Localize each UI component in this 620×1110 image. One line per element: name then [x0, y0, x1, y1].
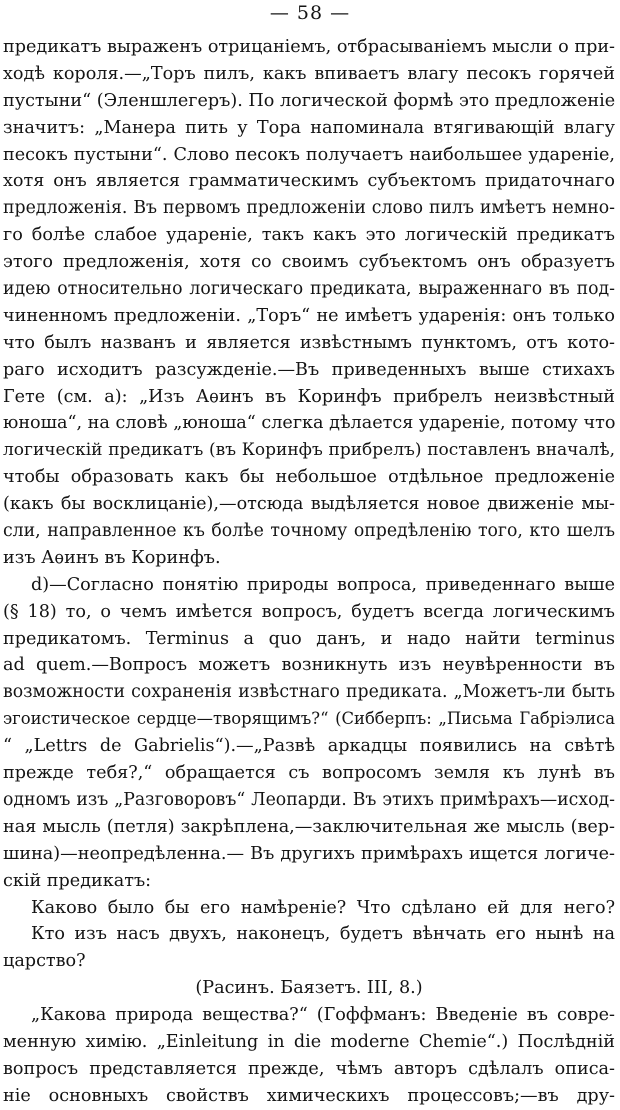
text-line: Гете (см. а): „Изъ Аѳинъ въ Коринфъ прибрелъ неизвѣстный [3, 386, 615, 407]
text-line: раго исходитъ разсужденіе.—Въ приведенныхъ выше стихахъ [3, 359, 615, 380]
text-line: песокъ пустыни“. Слово песокъ получаетъ наибольшее удареніе, [3, 144, 615, 165]
text-line: хотя онъ является грамматическимъ субъектомъ придаточнаго [3, 171, 615, 192]
text-line: ная мысль (петля) закрѣплена,—заключительная же мысль (вер- [3, 816, 615, 837]
text-line: изъ Аѳинъ въ Коринфъ. [3, 547, 221, 568]
text-line: логическій предикатъ (въ Коринфъ прибрелъ) поставленъ вначалѣ, [3, 440, 615, 461]
text-line: прежде тебя?,“ обращается съ вопросомъ земля къ лунѣ въ [3, 763, 615, 784]
text-line: одномъ изъ „Разговоровъ“ Леопарди. Въ этихъ примѣрахъ—исход- [3, 789, 615, 810]
text-line: ніе основныхъ свойствъ химическихъ процессовъ;—въ дру- [3, 1085, 615, 1106]
text-line: эгоистическое сердце—творящимъ?“ (Сибберпъ: „Письма Габріэлиса [3, 709, 615, 729]
text-line: чтобы образовать какъ бы небольшое отдѣльное предложеніе [3, 467, 615, 488]
text-line: го болѣе слабое удареніе, такъ какъ это логическій предикатъ [3, 225, 615, 246]
text-body [3, 34, 615, 1110]
text-line: ходѣ короля.—„Торъ пилъ, какъ впиваетъ влагу песокъ горячей [3, 63, 615, 84]
text-line: предложенія. Въ первомъ предложеніи слово пилъ имѣетъ немно- [3, 198, 615, 219]
text-line: предикатомъ. Terminus a quo данъ, и надо найти terminus [3, 628, 615, 649]
text-line: сли, направленное къ болѣе точному опредѣленію того, кто шелъ [3, 521, 615, 542]
text-line: возможности сохраненія извѣстнаго предиката. „Можетъ-ли быть [3, 682, 615, 703]
text-line: скій предикатъ: [3, 870, 152, 891]
text-line: юноша“, на словѣ „юноша“ слегка дѣлается удареніе, потому что [3, 413, 616, 434]
text-line: Кто изъ насъ двухъ, наконецъ, будетъ вѣнчать его нынѣ на [31, 924, 615, 945]
text-line: значитъ: „Манера пить у Тора напоминала втягивающій влагу [3, 117, 615, 138]
text-line: ad quem.—Вопросъ можетъ возникнуть изъ неувѣренности въ [3, 655, 615, 676]
text-line: d)—Согласно понятію природы вопроса, приведеннаго выше [31, 574, 615, 595]
text-line: Каково было бы его намѣреніе? Что сдѣлано ей для него? [31, 897, 615, 918]
text-line: чиненномъ предложеніи. „Торъ“ не имѣетъ ударенія: онъ только [3, 305, 615, 326]
text-line: менную химію. „Einleitung in die moderne Chemie“.) Послѣдній [3, 1031, 615, 1052]
text-line: вопросъ представляется прежде, чѣмъ авторъ сдѣлалъ описа- [3, 1058, 615, 1079]
text-line: (§ 18) то, о чемъ имѣется вопросъ, будетъ всегда логическимъ [3, 601, 615, 622]
text-line: этого предложенія, хотя со своимъ субъектомъ онъ образуетъ [3, 252, 615, 273]
text-line: шина)—неопредѣленна.— Въ другихъ примѣрахъ ищется логиче- [3, 843, 615, 864]
page-number: — 58 — [269, 2, 351, 24]
text-line: (Расинъ. Баязетъ. III, 8.) [195, 978, 423, 999]
text-line: “ „Lettrs de Gabrielis“).—„Развѣ аркадцы появились на свѣтѣ [3, 736, 615, 757]
text-line: царство? [3, 951, 86, 972]
text-line: пустыни“ (Эленшлегеръ). По логической формѣ это предложеніе [3, 90, 616, 111]
text-line: предикатъ выраженъ отрицаніемъ, отбрасываніемъ мысли о при- [3, 37, 615, 57]
text-line: (какъ бы восклицаніе),—отсюда выдѣляется новое движеніе мы- [3, 494, 615, 515]
text-line: что былъ названъ и является извѣстнымъ пунктомъ, отъ кото- [3, 332, 615, 353]
text-line: „Какова природа вещества?“ (Гоффманъ: Введеніе въ совре- [31, 1005, 615, 1026]
text-line: идею относительно логическаго предиката, выраженнаго въ под- [3, 279, 615, 300]
